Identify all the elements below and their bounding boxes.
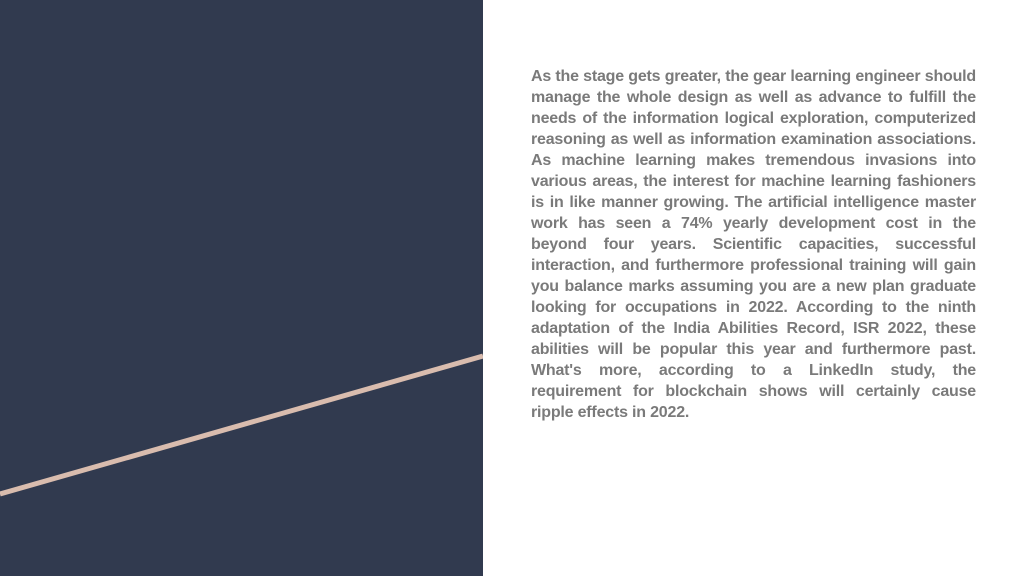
body-paragraph: As the stage gets greater, the gear learning engineer should manage the whole design as well as advance to fulfill the needs of the information logical exploration, computerized reasoning as well as information examination associations. As machine learning makes tremendous invasions into various areas, the interest for machine learning fashioners is in like manner growing. The artificial intelligence master work has seen a 74% yearly development cost in the beyond four years. Scientific capacities, successful interaction, and furthermore professional training will gain you balance marks assuming you are a new plan graduate looking for occupations in 2022. According to the ninth adaptation of the India Abilities Record, ISR 2022, these abilities will be popular this year and furthermore past. What's more, according to a LinkedIn study, the requirement for blockchain shows will certainly cause ripple effects in 2022.: [531, 68, 976, 421]
diagonal-accent-line: [0, 0, 483, 576]
diagonal-line: [0, 356, 483, 494]
left-decorative-panel: [0, 0, 483, 576]
